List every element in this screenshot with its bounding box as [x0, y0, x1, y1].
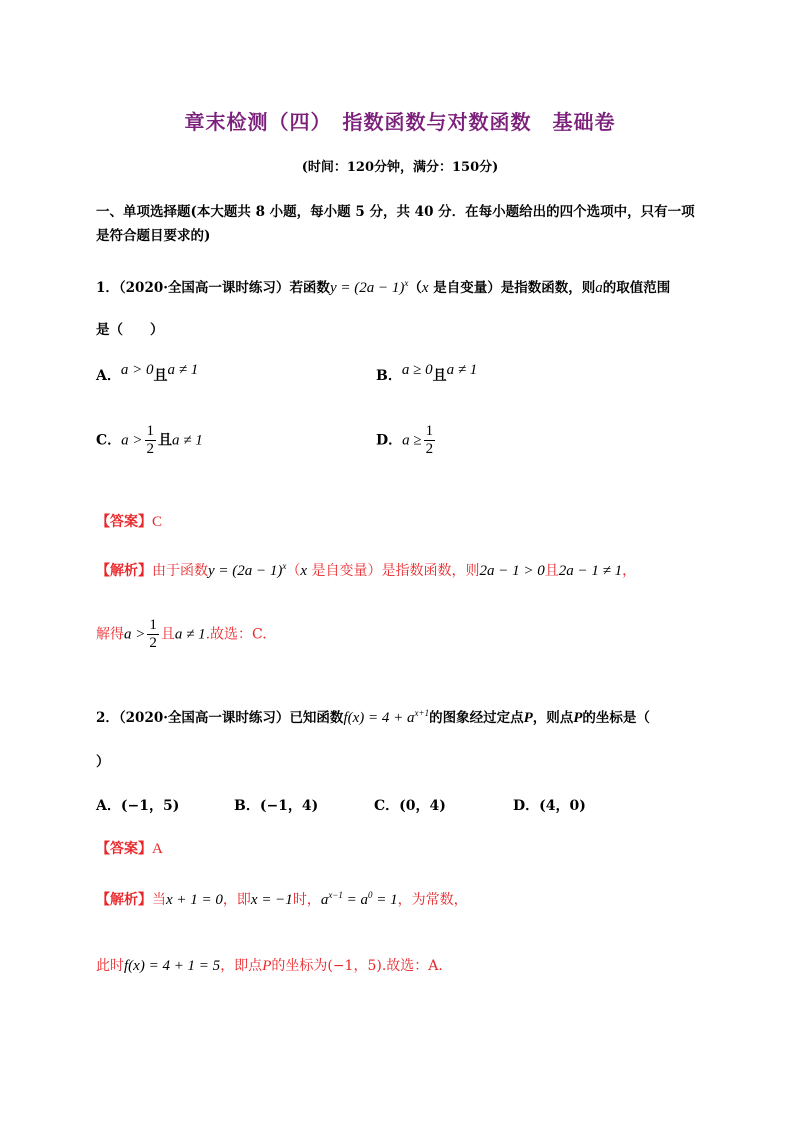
- answer-1: 【答案】C: [96, 514, 163, 530]
- analysis-2: 【解析】当x + 1 = 0，即x = −1时，$a^{x-1} = a^0 = 1$，为常数，: [96, 890, 468, 908]
- answer-2: 【答案】A: [96, 841, 163, 857]
- question-1: 1．（2020·全国高一课时练习）若函数$y = (2a - 1)^x(x$ 是自变量）是指数函数，则a的取值范围: [96, 278, 671, 296]
- option-b: B．a ≥ 0且a ≠ 1: [376, 362, 478, 384]
- question-number: 1．: [96, 280, 119, 296]
- option-b: B．(−1，4): [234, 798, 319, 814]
- question-number: 2．: [96, 710, 119, 726]
- analysis-2-line2: 此时f(x) = 4 + 1 = 5，即点P的坐标为(−1，5).故选：A.: [96, 958, 443, 974]
- page-title: 章末检测（四） 指数函数与对数函数 基础卷: [184, 110, 616, 134]
- exam-info: (时间：120分钟，满分：150分): [301, 160, 499, 175]
- option-d: D．(4，0): [513, 798, 586, 814]
- question-source: （2020·全国高一课时练习）: [118, 710, 290, 726]
- option-c: C．a > $\frac{1}{2}$ 且a ≠ 1: [96, 423, 203, 457]
- option-c: C．(0，4): [374, 798, 446, 814]
- question-2: 2．（2020·全国高一课时练习）已知函数$f(x) = 4 + a^{x+1}$的图象经过定点P，则点P的坐标是（: [96, 708, 650, 726]
- formula: $y = (2a - 1)^x$: [329, 278, 409, 296]
- formula: $f(x) = 4 + a^{x+1}$: [343, 708, 430, 726]
- analysis-1: 【解析】由于函数$y = (2a - 1)^x(x$ 是自变量）是指数函数，则2a − 1 > 0且2a − 1 ≠ 1，: [96, 561, 637, 579]
- analysis-1-line2: 解得a > $\frac{1}{2}$ 且a ≠ 1.故选：C.: [96, 617, 267, 651]
- option-a: A．a > 0且a ≠ 1: [96, 362, 199, 384]
- question-source: （2020·全国高一课时练习）: [118, 280, 290, 296]
- section-heading-line1: 一、单项选择题(本大题共 8 小题，每小题 5 分，共 40 分．在每小题给出的四个选项中，只有一项: [96, 204, 695, 220]
- option-a: A．(−1，5): [96, 798, 180, 814]
- section-heading-line2: 是符合题目要求的): [96, 228, 211, 244]
- question-1-line2: 是（ ）: [96, 322, 164, 338]
- option-d: D．a ≥ $\frac{1}{2}$: [376, 423, 434, 457]
- question-2-line2: ）: [96, 754, 110, 770]
